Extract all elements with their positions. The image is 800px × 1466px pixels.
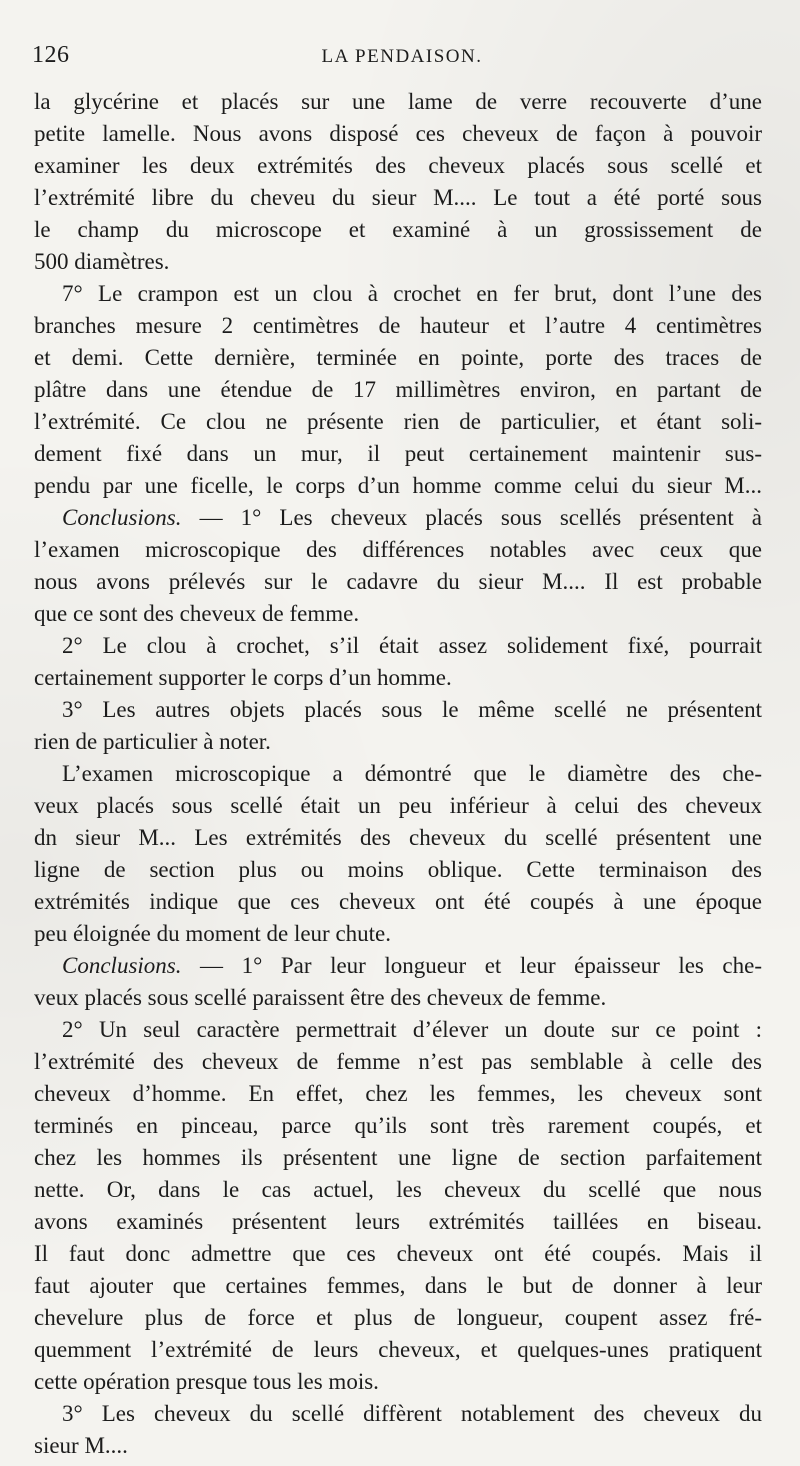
text-line: cheveux d’homme. En effet, chez les femmes, les cheveux sont [34,1081,762,1106]
text-line: 2° Un seul caractère permettrait d’élever un doute sur ce point : [62,1017,762,1042]
text-line: le champ du microscope et examiné à un grossissement de [34,217,762,242]
conclusions-heading: Conclusions. [62,953,182,978]
text-line: Il faut donc admettre que ces cheveux ont été coupés. Mais il [34,1241,762,1266]
text-line: sieur M.... [34,1433,128,1458]
text-line: la glycérine et placés sur une lame de verre recouverte d’une [34,89,762,114]
text-line: faut ajouter que certaines femmes, dans le but de donner à leur [34,1273,762,1298]
text-line: dement fixé dans un mur, il peut certainement maintenir sus- [34,441,762,466]
text-line: pendu par une ficelle, le corps d’un homme comme celui du sieur M... [34,473,762,498]
text-line: plâtre dans une étendue de 17 millimètres environ, en partant de [34,377,762,402]
text-line: peu éloignée du moment de leur chute. [34,921,392,946]
text-line: rien de particulier à noter. [34,729,271,754]
text-line: 2° Le clou à crochet, s’il était assez solidement fixé, pourrait [62,633,762,658]
text-line: extrémités indique que ces cheveux ont été coupés à une époque [34,889,762,914]
text-line: avons examinés présentent leurs extrémités taillées en biseau. [34,1209,762,1234]
page-number: 126 [32,42,70,68]
text-line: dn sieur M... Les extrémités des cheveux du scellé présentent une [34,825,762,850]
conclusions-line [34,950,762,982]
text-line: l’examen microscopique des différences notables avec ceux que [34,537,762,562]
text-line: certainement supporter le corps d’un homme. [34,665,452,690]
page-header [32,42,772,78]
text-line: nous avons prélevés sur le cadavre du sieur M.... Il est probable [34,569,762,594]
text-line: veux placés sous scellé était un peu inférieur à celui des cheveux [34,793,762,818]
text-line: et demi. Cette dernière, terminée en pointe, porte des traces de [34,345,762,370]
text-line: examiner les deux extrémités des cheveux placés sous scellé et [34,153,762,178]
text-line: terminés en pinceau, parce qu’ils sont très rarement coupés, et [34,1113,762,1138]
text-line: quemment l’extrémité de leurs cheveux, et quelques-unes pratiquent [34,1337,762,1362]
text-line: nette. Or, dans le cas actuel, les cheveux du scellé que nous [34,1177,762,1202]
text-line: chez les hommes ils présentent une ligne de section parfaitement [34,1145,762,1170]
conclusions-text: — 1° Par leur longueur et leur épaisseur les che- [200,953,762,978]
body-text [34,86,762,1462]
text-line: que ce sont des cheveux de femme. [34,601,360,626]
text-line: ligne de section plus ou moins oblique. Cette terminaison des [34,857,762,882]
text-line: chevelure plus de force et plus de longueur, coupent assez fré- [34,1305,762,1330]
text-line: l’extrémité des cheveux de femme n’est pas semblable à celle des [34,1049,762,1074]
conclusions-line [34,502,762,534]
text-line: 3° Les cheveux du scellé diffèrent notablement des cheveux du [62,1401,762,1426]
text-line: L’examen microscopique a démontré que le diamètre des che- [62,761,762,786]
text-line: l’extrémité libre du cheveu du sieur M.... Le tout a été porté sous [34,185,762,210]
text-line: veux placés sous scellé paraissent être des cheveux de femme. [34,985,607,1010]
text-line: 3° Les autres objets placés sous le même scellé ne présentent [62,697,762,722]
conclusions-heading: Conclusions. [62,505,182,530]
text-line: branches mesure 2 centimètres de hauteur et l’autre 4 centimètres [34,313,762,338]
text-line: petite lamelle. Nous avons disposé ces cheveux de façon à pouvoir [34,121,762,146]
text-line: 500 diamètres. [34,249,170,274]
text-line: 7° Le crampon est un clou à crochet en fer brut, dont l’une des [62,281,762,306]
conclusions-text: — 1° Les cheveux placés sous scellés présentent à [199,505,763,530]
running-title: LA PENDAISON. [321,46,483,67]
text-line: l’extrémité. Ce clou ne présente rien de particulier, et étant soli- [34,409,762,434]
text-line: cette opération presque tous les mois. [34,1369,379,1394]
